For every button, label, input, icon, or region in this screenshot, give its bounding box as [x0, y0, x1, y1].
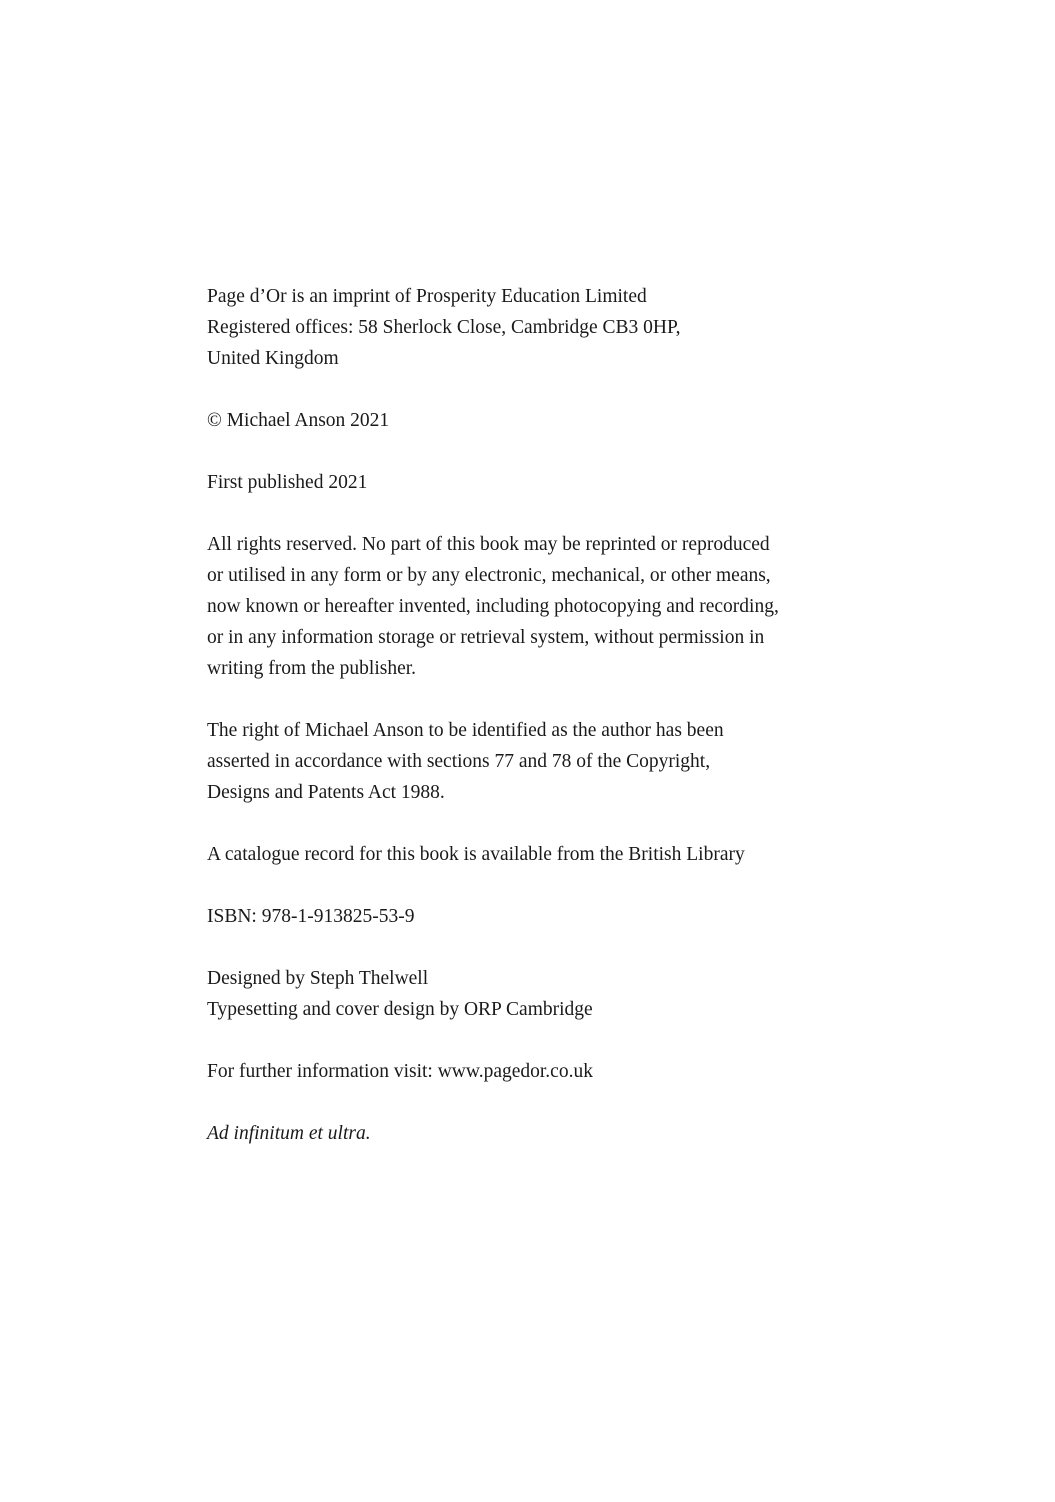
first-published: First published 2021 — [207, 472, 368, 493]
country-line: United Kingdom — [207, 348, 339, 369]
rights-line: or utilised in any form or by any electronic, mechanical, or other means, — [207, 565, 771, 586]
rights-line: or in any information storage or retrieval system, without permission in — [207, 627, 765, 648]
designer-credit: Designed by Steph Thelwell — [207, 968, 429, 989]
imprint-block — [207, 281, 847, 1149]
isbn: ISBN: 978-1-913825-53-9 — [207, 906, 415, 927]
rights-line: writing from the publisher. — [207, 658, 417, 679]
moral-rights-line: The right of Michael Anson to be identified as the author has been — [207, 720, 724, 741]
moral-rights-paragraph — [207, 715, 847, 808]
catalogue-record: A catalogue record for this book is available from the British Library — [207, 844, 745, 865]
copyright-notice: © Michael Anson 2021 — [207, 410, 390, 431]
registered-office-line: Registered offices: 58 Sherlock Close, Cambridge CB3 0HP, — [207, 317, 681, 338]
credits-paragraph — [207, 963, 847, 1025]
rights-line: All rights reserved. No part of this book may be reprinted or reproduced — [207, 534, 770, 555]
further-information: For further information visit: www.pagedor.co.uk — [207, 1061, 593, 1082]
moral-rights-line: asserted in accordance with sections 77 and 78 of the Copyright, — [207, 751, 711, 772]
publisher-line: Page d’Or is an imprint of Prosperity Education Limited — [207, 286, 647, 307]
motto: Ad infinitum et ultra. — [207, 1123, 371, 1144]
typesetting-credit: Typesetting and cover design by ORP Cambridge — [207, 999, 593, 1020]
rights-paragraph — [207, 529, 847, 684]
publisher-paragraph — [207, 281, 847, 374]
moral-rights-line: Designs and Patents Act 1988. — [207, 782, 445, 803]
rights-line: now known or hereafter invented, including photocopying and recording, — [207, 596, 779, 617]
